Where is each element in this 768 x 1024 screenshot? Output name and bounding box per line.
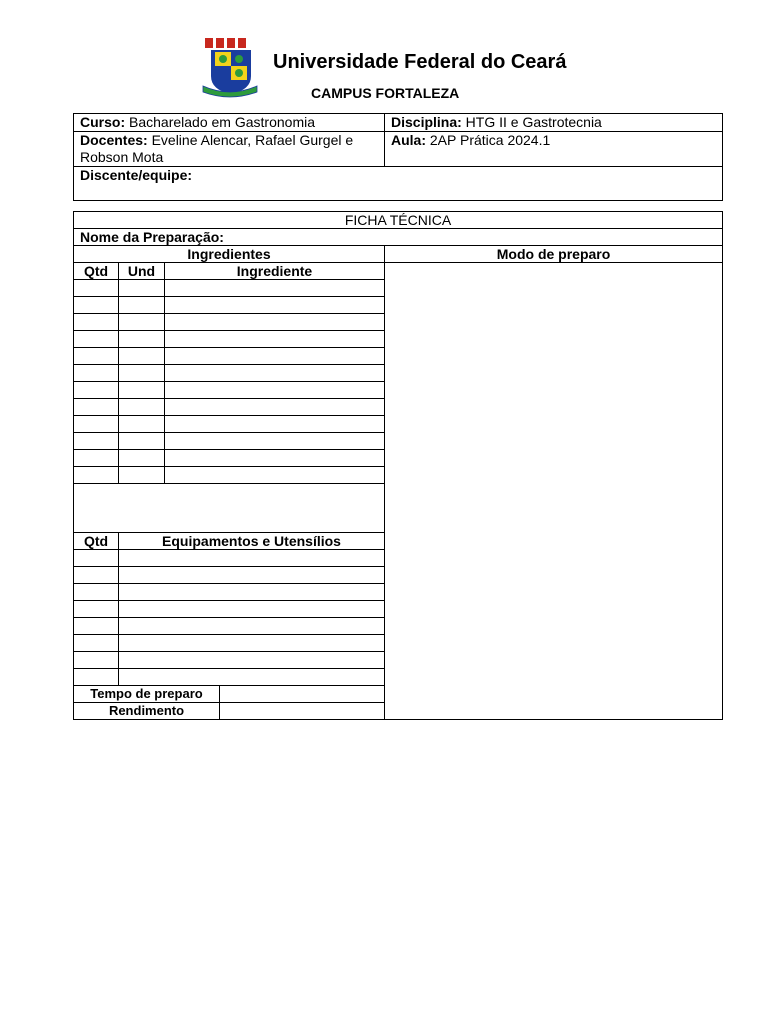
docentes-cell [74,132,385,167]
university-title: Universidade Federal do Ceará [273,51,567,73]
ingredient-qtd-cell[interactable] [74,416,119,433]
ingredient-qtd-cell[interactable] [74,433,119,450]
equip-qtd-cell[interactable] [74,584,119,601]
aula-value: 2AP Prática 2024.1 [426,132,551,148]
ingredient-name-cell[interactable] [165,365,385,382]
rendimento-value[interactable] [220,703,385,720]
ingredient-qtd-cell[interactable] [74,297,119,314]
ingredientes-header: Ingredientes [74,246,385,263]
nome-preparacao-field[interactable]: Nome da Preparação: [74,229,723,246]
equip-qtd-cell[interactable] [74,669,119,686]
equipamentos-header: Equipamentos e Utensílios [119,533,385,550]
ingredient-und-cell[interactable] [119,399,165,416]
curso-label: Curso: [80,114,126,130]
ingredient-name-cell[interactable] [165,348,385,365]
ingredient-und-cell[interactable] [119,450,165,467]
ingredient-und-cell[interactable] [119,433,165,450]
ingredient-und-cell[interactable] [119,348,165,365]
curso-value: Bacharelado em Gastronomia [125,114,315,130]
aula-cell [385,132,723,167]
ingredient-name-cell[interactable] [165,450,385,467]
equip-qtd-cell[interactable] [74,550,119,567]
col-ingrediente-header: Ingrediente [165,263,385,280]
ingredient-qtd-cell[interactable] [74,365,119,382]
ingredient-qtd-cell[interactable] [74,348,119,365]
ingredient-und-cell[interactable] [119,416,165,433]
equip-name-cell[interactable] [119,601,385,618]
campus-name: CAMPUS FORTALEZA [311,85,460,101]
ingredient-und-cell[interactable] [119,280,165,297]
ingredient-name-cell[interactable] [165,314,385,331]
ingredients-spacer [74,484,385,533]
ingredient-qtd-cell[interactable] [74,314,119,331]
modo-preparo-area[interactable] [385,263,723,720]
ingredient-name-cell[interactable] [165,297,385,314]
ingredient-name-cell[interactable] [165,399,385,416]
ingredient-qtd-cell[interactable] [74,467,119,484]
docentes-label: Docentes: [80,132,148,148]
ufc-coat-of-arms-icon [201,38,259,98]
ingredient-und-cell[interactable] [119,297,165,314]
ingredient-name-cell[interactable] [165,416,385,433]
curso-cell [74,114,385,132]
tempo-preparo-value[interactable] [220,686,385,703]
equip-qtd-cell[interactable] [74,567,119,584]
equip-name-cell[interactable] [119,584,385,601]
ingredient-qtd-cell[interactable] [74,399,119,416]
col-und-header: Und [119,263,165,280]
course-info-table [73,113,723,201]
ingredient-name-cell[interactable] [165,331,385,348]
equip-qtd-cell[interactable] [74,652,119,669]
ficha-title: FICHA TÉCNICA [74,212,723,229]
disciplina-value: HTG II e Gastrotecnia [461,114,602,130]
discente-cell[interactable] [74,167,723,201]
ingredient-name-cell[interactable] [165,433,385,450]
col-qtd-header: Qtd [74,263,119,280]
equip-qtd-cell[interactable] [74,601,119,618]
ingredient-name-cell[interactable] [165,467,385,484]
equip-name-cell[interactable] [119,567,385,584]
ingredient-qtd-cell[interactable] [74,331,119,348]
equip-name-cell[interactable] [119,652,385,669]
modo-preparo-header: Modo de preparo [385,246,723,263]
discente-label: Discente/equipe: [80,167,193,183]
equip-qtd-cell[interactable] [74,618,119,635]
equip-qtd-cell[interactable] [74,635,119,652]
equip-name-cell[interactable] [119,669,385,686]
rendimento-label: Rendimento [74,703,220,720]
equip-qtd-header: Qtd [74,533,119,550]
equip-name-cell[interactable] [119,618,385,635]
ingredient-qtd-cell[interactable] [74,382,119,399]
equip-name-cell[interactable] [119,635,385,652]
ingredient-name-cell[interactable] [165,280,385,297]
ingredient-und-cell[interactable] [119,314,165,331]
disciplina-cell [385,114,723,132]
equip-name-cell[interactable] [119,550,385,567]
ingredient-name-cell[interactable] [165,382,385,399]
ingredient-und-cell[interactable] [119,382,165,399]
ingredient-und-cell[interactable] [119,331,165,348]
ficha-tecnica-table [73,211,723,720]
ingredient-qtd-cell[interactable] [74,450,119,467]
tempo-preparo-label: Tempo de preparo [74,686,220,703]
aula-label: Aula: [391,132,426,148]
ingredient-und-cell[interactable] [119,365,165,382]
ingredient-und-cell[interactable] [119,467,165,484]
disciplina-label: Disciplina: [391,114,462,130]
docentes-value: Eveline Alencar, Rafael Gurgel e Robson Mota [80,132,354,165]
ingredient-qtd-cell[interactable] [74,280,119,297]
